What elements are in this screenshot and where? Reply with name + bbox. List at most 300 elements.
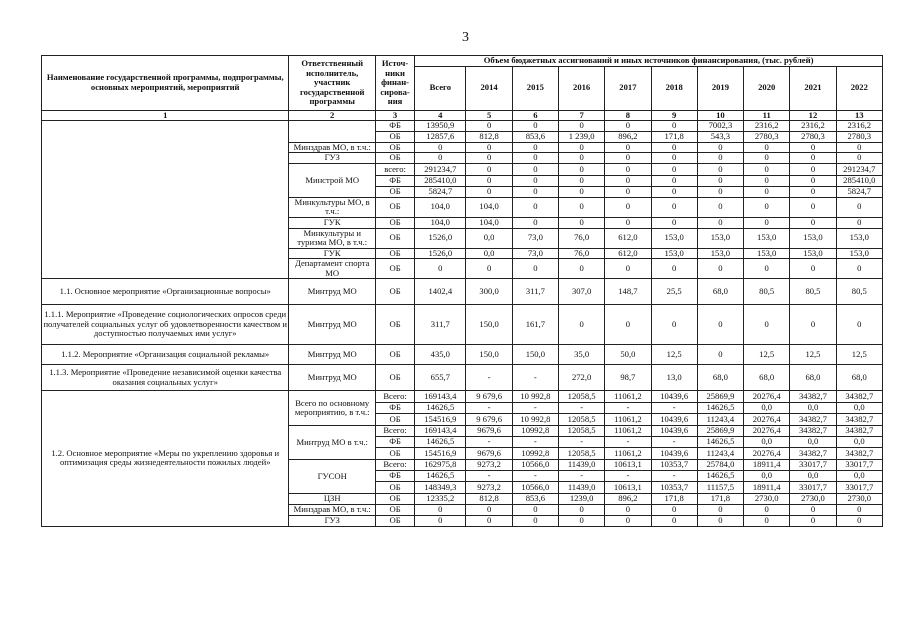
header-source: Источ-ники финан-сирова-ния bbox=[375, 56, 414, 111]
source-cell: ОБ bbox=[375, 414, 414, 426]
value-cell: 0 bbox=[559, 121, 605, 132]
value-cell: 0 bbox=[651, 515, 697, 526]
value-cell: 311,7 bbox=[415, 305, 466, 345]
value-cell: 0 bbox=[651, 142, 697, 153]
column-number: 3 bbox=[375, 110, 414, 121]
value-cell: 0 bbox=[415, 153, 466, 164]
value-cell: 0 bbox=[559, 515, 605, 526]
header-year: 2019 bbox=[697, 66, 743, 110]
value-cell: 307,0 bbox=[559, 279, 605, 305]
value-cell: 0,0 bbox=[790, 437, 836, 448]
source-cell: ФБ bbox=[375, 437, 414, 448]
value-cell: 10613,1 bbox=[605, 482, 651, 494]
value-cell: 0 bbox=[512, 121, 558, 132]
value-cell: 0 bbox=[651, 121, 697, 132]
executor-cell: ГУК bbox=[289, 217, 376, 228]
value-cell: 0 bbox=[415, 505, 466, 516]
value-cell: 0 bbox=[559, 305, 605, 345]
value-cell: 0 bbox=[605, 164, 651, 176]
value-cell: 2730,0 bbox=[790, 494, 836, 505]
value-cell: 153,0 bbox=[697, 248, 743, 259]
value-cell: 0 bbox=[466, 259, 512, 279]
executor-cell: Минтруд МО bbox=[289, 345, 376, 365]
value-cell: 12335,2 bbox=[415, 494, 466, 505]
value-cell: 0 bbox=[415, 515, 466, 526]
value-cell: 0 bbox=[744, 142, 790, 153]
value-cell: 0,0 bbox=[790, 403, 836, 414]
value-cell: 12058,5 bbox=[559, 414, 605, 426]
source-cell: ОБ bbox=[375, 505, 414, 516]
value-cell: 10 992,8 bbox=[512, 414, 558, 426]
value-cell: 68,0 bbox=[697, 365, 743, 391]
value-cell: 73,0 bbox=[512, 248, 558, 259]
value-cell: 0 bbox=[559, 197, 605, 217]
value-cell: 0 bbox=[605, 505, 651, 516]
value-cell: 104,0 bbox=[466, 217, 512, 228]
value-cell: 12058,5 bbox=[559, 448, 605, 460]
column-number: 9 bbox=[651, 110, 697, 121]
program-name-cell bbox=[42, 121, 289, 279]
value-cell: 98,7 bbox=[605, 365, 651, 391]
value-cell: 0 bbox=[790, 259, 836, 279]
value-cell: 285410,0 bbox=[836, 176, 882, 187]
value-cell: 0 bbox=[790, 142, 836, 153]
value-cell: 0 bbox=[605, 197, 651, 217]
value-cell: 0 bbox=[512, 153, 558, 164]
value-cell: 0 bbox=[790, 217, 836, 228]
value-cell: 12,5 bbox=[836, 345, 882, 365]
value-cell: - bbox=[512, 403, 558, 414]
source-cell: ОБ bbox=[375, 365, 414, 391]
value-cell: 0 bbox=[605, 305, 651, 345]
header-executor: Ответственный исполнитель, участник государственной программы bbox=[289, 56, 376, 111]
executor-cell bbox=[289, 121, 376, 143]
column-number: 2 bbox=[289, 110, 376, 121]
value-cell: 68,0 bbox=[836, 365, 882, 391]
value-cell: 169143,4 bbox=[415, 391, 466, 403]
value-cell: 0 bbox=[651, 305, 697, 345]
value-cell: 0 bbox=[605, 186, 651, 197]
value-cell: 11243,4 bbox=[697, 448, 743, 460]
value-cell: - bbox=[512, 471, 558, 482]
value-cell: 11439,0 bbox=[559, 460, 605, 471]
value-cell: 0 bbox=[790, 505, 836, 516]
value-cell: - bbox=[466, 471, 512, 482]
value-cell: 25784,0 bbox=[697, 460, 743, 471]
value-cell: 10439,6 bbox=[651, 414, 697, 426]
value-cell: 655,7 bbox=[415, 365, 466, 391]
value-cell: 0 bbox=[790, 186, 836, 197]
value-cell: 2730,0 bbox=[836, 494, 882, 505]
value-cell: 853,6 bbox=[512, 494, 558, 505]
value-cell: 14626,5 bbox=[415, 471, 466, 482]
value-cell: 2730,0 bbox=[744, 494, 790, 505]
table-row bbox=[42, 305, 883, 345]
value-cell: 34382,7 bbox=[790, 426, 836, 437]
value-cell: 0 bbox=[605, 121, 651, 132]
executor-cell: ЦЗН bbox=[289, 494, 376, 505]
value-cell: 2316,2 bbox=[790, 121, 836, 132]
value-cell: 9679,6 bbox=[466, 426, 512, 437]
value-cell: 1526,0 bbox=[415, 228, 466, 248]
value-cell: 7002,3 bbox=[697, 121, 743, 132]
value-cell: - bbox=[559, 403, 605, 414]
value-cell: 0 bbox=[790, 197, 836, 217]
value-cell: 0 bbox=[651, 176, 697, 187]
value-cell: 11061,2 bbox=[605, 448, 651, 460]
executor-cell: Минтруд МО bbox=[289, 365, 376, 391]
source-cell: Всего: bbox=[375, 426, 414, 437]
value-cell: 33017,7 bbox=[836, 460, 882, 471]
executor-cell: ГУСОН bbox=[289, 460, 376, 494]
value-cell: 0 bbox=[512, 176, 558, 187]
value-cell: 311,7 bbox=[512, 279, 558, 305]
table-row bbox=[42, 121, 883, 132]
value-cell: 80,5 bbox=[790, 279, 836, 305]
source-cell: ФБ bbox=[375, 403, 414, 414]
source-cell: ОБ bbox=[375, 131, 414, 142]
column-number: 12 bbox=[790, 110, 836, 121]
program-name-cell: 1.1.2. Мероприятие «Организация социальной рекламы» bbox=[42, 345, 289, 365]
value-cell: 10613,1 bbox=[605, 460, 651, 471]
value-cell: 612,0 bbox=[605, 248, 651, 259]
value-cell: 0,0 bbox=[836, 403, 882, 414]
value-cell: 0 bbox=[512, 164, 558, 176]
table-row bbox=[42, 279, 883, 305]
value-cell: 18911,4 bbox=[744, 460, 790, 471]
source-cell: ОБ bbox=[375, 482, 414, 494]
value-cell: 0 bbox=[512, 186, 558, 197]
value-cell: 0 bbox=[697, 305, 743, 345]
value-cell: 2780,3 bbox=[744, 131, 790, 142]
value-cell: 10992,8 bbox=[512, 448, 558, 460]
value-cell: 0 bbox=[790, 153, 836, 164]
value-cell: 896,2 bbox=[605, 131, 651, 142]
value-cell: 11157,5 bbox=[697, 482, 743, 494]
value-cell: 11061,2 bbox=[605, 426, 651, 437]
value-cell: 0 bbox=[697, 505, 743, 516]
value-cell: 150,0 bbox=[466, 305, 512, 345]
value-cell: 0 bbox=[559, 186, 605, 197]
value-cell: - bbox=[466, 403, 512, 414]
value-cell: 300,0 bbox=[466, 279, 512, 305]
value-cell: 150,0 bbox=[512, 345, 558, 365]
value-cell: 10 992,8 bbox=[512, 391, 558, 403]
header-program-name: Наименование государственной программы, подпрограммы, основных мероприятий, мероприятий bbox=[42, 56, 289, 111]
value-cell: - bbox=[605, 471, 651, 482]
source-cell: Всего: bbox=[375, 391, 414, 403]
value-cell: 12,5 bbox=[790, 345, 836, 365]
value-cell: - bbox=[559, 471, 605, 482]
value-cell: 18911,4 bbox=[744, 482, 790, 494]
value-cell: 0 bbox=[415, 142, 466, 153]
value-cell: - bbox=[559, 437, 605, 448]
column-number: 4 bbox=[415, 110, 466, 121]
column-number: 5 bbox=[466, 110, 512, 121]
value-cell: 14626,5 bbox=[415, 403, 466, 414]
value-cell: 0 bbox=[559, 505, 605, 516]
value-cell: 34382,7 bbox=[836, 391, 882, 403]
header-year: 2014 bbox=[466, 66, 512, 110]
value-cell: 10439,6 bbox=[651, 448, 697, 460]
value-cell: 12,5 bbox=[651, 345, 697, 365]
value-cell: 291234,7 bbox=[415, 164, 466, 176]
value-cell: 0 bbox=[836, 142, 882, 153]
value-cell: 20276,4 bbox=[744, 426, 790, 437]
value-cell: 5824,7 bbox=[836, 186, 882, 197]
value-cell: 0 bbox=[836, 153, 882, 164]
value-cell: 76,0 bbox=[559, 228, 605, 248]
value-cell: 169143,4 bbox=[415, 426, 466, 437]
value-cell: 0 bbox=[836, 217, 882, 228]
value-cell: 0 bbox=[466, 121, 512, 132]
value-cell: 0 bbox=[697, 142, 743, 153]
value-cell: 50,0 bbox=[605, 345, 651, 365]
executor-cell: ГУК bbox=[289, 248, 376, 259]
value-cell: - bbox=[605, 437, 651, 448]
value-cell: 0 bbox=[651, 217, 697, 228]
executor-cell: Минтруд МО bbox=[289, 279, 376, 305]
value-cell: 14626,5 bbox=[697, 403, 743, 414]
value-cell: 853,6 bbox=[512, 131, 558, 142]
value-cell: 0 bbox=[559, 164, 605, 176]
column-number: 1 bbox=[42, 110, 289, 121]
source-cell: ОБ bbox=[375, 515, 414, 526]
value-cell: 154516,9 bbox=[415, 448, 466, 460]
value-cell: 2780,3 bbox=[836, 131, 882, 142]
source-cell: Всего: bbox=[375, 460, 414, 471]
value-cell: 148349,3 bbox=[415, 482, 466, 494]
value-cell: 0 bbox=[466, 186, 512, 197]
value-cell: 0 bbox=[697, 197, 743, 217]
value-cell: 0 bbox=[651, 505, 697, 516]
value-cell: 34382,7 bbox=[836, 426, 882, 437]
executor-cell: Минкультуры МО, в т.ч.: bbox=[289, 197, 376, 217]
value-cell: 0 bbox=[790, 176, 836, 187]
value-cell: 0 bbox=[744, 164, 790, 176]
source-cell: ОБ bbox=[375, 197, 414, 217]
header-year: 2018 bbox=[651, 66, 697, 110]
value-cell: 0 bbox=[605, 176, 651, 187]
value-cell: 20276,4 bbox=[744, 448, 790, 460]
executor-cell: Минздрав МО, в т.ч.: bbox=[289, 142, 376, 153]
value-cell: 0 bbox=[512, 259, 558, 279]
page-number: 3 bbox=[462, 30, 469, 45]
value-cell: 0 bbox=[466, 176, 512, 187]
value-cell: 0 bbox=[466, 142, 512, 153]
value-cell: 162975,8 bbox=[415, 460, 466, 471]
value-cell: 14626,5 bbox=[697, 437, 743, 448]
source-cell: ОБ bbox=[375, 248, 414, 259]
value-cell: 0 bbox=[605, 259, 651, 279]
value-cell: - bbox=[466, 365, 512, 391]
value-cell: 0 bbox=[512, 505, 558, 516]
value-cell: 0 bbox=[697, 176, 743, 187]
source-cell: ОБ bbox=[375, 305, 414, 345]
source-cell: ОБ bbox=[375, 259, 414, 279]
source-cell: ОБ bbox=[375, 153, 414, 164]
value-cell: 11439,0 bbox=[559, 482, 605, 494]
column-number: 7 bbox=[559, 110, 605, 121]
value-cell: 171,8 bbox=[651, 131, 697, 142]
value-cell: 0 bbox=[651, 186, 697, 197]
value-cell: 0 bbox=[744, 305, 790, 345]
value-cell: 0 bbox=[836, 515, 882, 526]
value-cell: 154516,9 bbox=[415, 414, 466, 426]
column-number: 11 bbox=[744, 110, 790, 121]
value-cell: 12,5 bbox=[744, 345, 790, 365]
source-cell: ФБ bbox=[375, 471, 414, 482]
value-cell: 0 bbox=[651, 259, 697, 279]
value-cell: 0 bbox=[466, 153, 512, 164]
value-cell: 73,0 bbox=[512, 228, 558, 248]
source-cell: ОБ bbox=[375, 345, 414, 365]
executor-cell: Минкультуры и туризма МО, в т.ч.: bbox=[289, 228, 376, 248]
value-cell: 0,0 bbox=[744, 403, 790, 414]
source-cell: ФБ bbox=[375, 121, 414, 132]
value-cell: 0 bbox=[605, 153, 651, 164]
value-cell: 12058,5 bbox=[559, 426, 605, 437]
value-cell: 0 bbox=[651, 164, 697, 176]
value-cell: 0 bbox=[651, 197, 697, 217]
value-cell: 0 bbox=[651, 153, 697, 164]
value-cell: 12058,5 bbox=[559, 391, 605, 403]
value-cell: 1239,0 bbox=[559, 494, 605, 505]
value-cell: 612,0 bbox=[605, 228, 651, 248]
value-cell: 9 679,6 bbox=[466, 391, 512, 403]
program-name-cell: 1.1. Основное мероприятие «Организационные вопросы» bbox=[42, 279, 289, 305]
value-cell: 896,2 bbox=[605, 494, 651, 505]
value-cell: 20276,4 bbox=[744, 391, 790, 403]
value-cell: 153,0 bbox=[651, 248, 697, 259]
executor-cell: ГУЗ bbox=[289, 153, 376, 164]
value-cell: 9 679,6 bbox=[466, 414, 512, 426]
executor-cell: Минтруд МО в т.ч.: bbox=[289, 426, 376, 460]
value-cell: 0 bbox=[559, 153, 605, 164]
value-cell: 153,0 bbox=[697, 228, 743, 248]
value-cell: 153,0 bbox=[836, 228, 882, 248]
value-cell: 0 bbox=[512, 142, 558, 153]
value-cell: 34382,7 bbox=[790, 414, 836, 426]
value-cell: 148,7 bbox=[605, 279, 651, 305]
value-cell: 0 bbox=[559, 142, 605, 153]
source-cell: ФБ bbox=[375, 176, 414, 187]
value-cell: - bbox=[651, 403, 697, 414]
value-cell: 1 239,0 bbox=[559, 131, 605, 142]
value-cell: 0 bbox=[559, 176, 605, 187]
value-cell: 153,0 bbox=[744, 248, 790, 259]
value-cell: 10566,0 bbox=[512, 482, 558, 494]
value-cell: 80,5 bbox=[836, 279, 882, 305]
value-cell: 171,8 bbox=[697, 494, 743, 505]
value-cell: - bbox=[512, 437, 558, 448]
financing-table bbox=[41, 55, 883, 527]
value-cell: 1526,0 bbox=[415, 248, 466, 259]
value-cell: 0,0 bbox=[836, 471, 882, 482]
value-cell: 25869,9 bbox=[697, 426, 743, 437]
header-year: 2022 bbox=[836, 66, 882, 110]
value-cell: 0 bbox=[466, 505, 512, 516]
value-cell: 153,0 bbox=[790, 248, 836, 259]
value-cell: 33017,7 bbox=[790, 482, 836, 494]
value-cell: 0 bbox=[836, 197, 882, 217]
value-cell: 161,7 bbox=[512, 305, 558, 345]
value-cell: - bbox=[466, 437, 512, 448]
value-cell: 5824,7 bbox=[415, 186, 466, 197]
value-cell: 0,0 bbox=[744, 437, 790, 448]
value-cell: 0 bbox=[605, 217, 651, 228]
value-cell: - bbox=[605, 403, 651, 414]
value-cell: 0 bbox=[697, 186, 743, 197]
value-cell: 0 bbox=[512, 217, 558, 228]
source-cell: всего: bbox=[375, 164, 414, 176]
value-cell: 812,8 bbox=[466, 131, 512, 142]
value-cell: 76,0 bbox=[559, 248, 605, 259]
value-cell: 2316,2 bbox=[836, 121, 882, 132]
value-cell: 9273,2 bbox=[466, 460, 512, 471]
value-cell: 812,8 bbox=[466, 494, 512, 505]
source-cell: ОБ bbox=[375, 217, 414, 228]
value-cell: 0 bbox=[697, 259, 743, 279]
value-cell: 25869,9 bbox=[697, 391, 743, 403]
value-cell: 10439,6 bbox=[651, 426, 697, 437]
value-cell: 272,0 bbox=[559, 365, 605, 391]
executor-cell: Департамент спорта МО bbox=[289, 259, 376, 279]
value-cell: 435,0 bbox=[415, 345, 466, 365]
value-cell: 1402,4 bbox=[415, 279, 466, 305]
program-name-cell: 1.1.3. Мероприятие «Проведение независимой оценки качества оказания социальных услуг» bbox=[42, 365, 289, 391]
value-cell: 10353,7 bbox=[651, 482, 697, 494]
value-cell: 0 bbox=[559, 259, 605, 279]
header-financing-group: Объем бюджетных ассигнований и иных источников финансирования, (тыс. рублей) bbox=[415, 56, 883, 67]
source-cell: ОБ bbox=[375, 142, 414, 153]
value-cell: 2316,2 bbox=[744, 121, 790, 132]
value-cell: 11243,4 bbox=[697, 414, 743, 426]
value-cell: 10992,8 bbox=[512, 426, 558, 437]
value-cell: 10439,6 bbox=[651, 391, 697, 403]
value-cell: 13950,9 bbox=[415, 121, 466, 132]
value-cell: 0 bbox=[744, 197, 790, 217]
program-name-cell: 1.2. Основное мероприятие «Меры по укреплению здоровья и оптимизация среды жизнедеятельности пожилых людей» bbox=[42, 391, 289, 527]
value-cell: 0 bbox=[836, 305, 882, 345]
header-year: 2017 bbox=[605, 66, 651, 110]
value-cell: 0,0 bbox=[836, 437, 882, 448]
table-row bbox=[42, 365, 883, 391]
executor-cell: Минздрав МО, в т.ч.: bbox=[289, 505, 376, 516]
header-year: Всего bbox=[415, 66, 466, 110]
value-cell: 11061,2 bbox=[605, 414, 651, 426]
value-cell: 0 bbox=[790, 164, 836, 176]
executor-cell: Минтруд МО bbox=[289, 305, 376, 345]
value-cell: 0,0 bbox=[466, 248, 512, 259]
executor-cell: ГУЗ bbox=[289, 515, 376, 526]
value-cell: 34382,7 bbox=[836, 414, 882, 426]
value-cell: 153,0 bbox=[836, 248, 882, 259]
value-cell: 153,0 bbox=[790, 228, 836, 248]
value-cell: 104,0 bbox=[466, 197, 512, 217]
value-cell: 0 bbox=[744, 259, 790, 279]
value-cell: 0 bbox=[836, 259, 882, 279]
column-number: 13 bbox=[836, 110, 882, 121]
value-cell: 34382,7 bbox=[836, 448, 882, 460]
value-cell: 0 bbox=[466, 164, 512, 176]
value-cell: 0 bbox=[744, 176, 790, 187]
source-cell: ОБ bbox=[375, 279, 414, 305]
source-cell: ОБ bbox=[375, 494, 414, 505]
column-number: 10 bbox=[697, 110, 743, 121]
value-cell: 0 bbox=[512, 197, 558, 217]
value-cell: 80,5 bbox=[744, 279, 790, 305]
